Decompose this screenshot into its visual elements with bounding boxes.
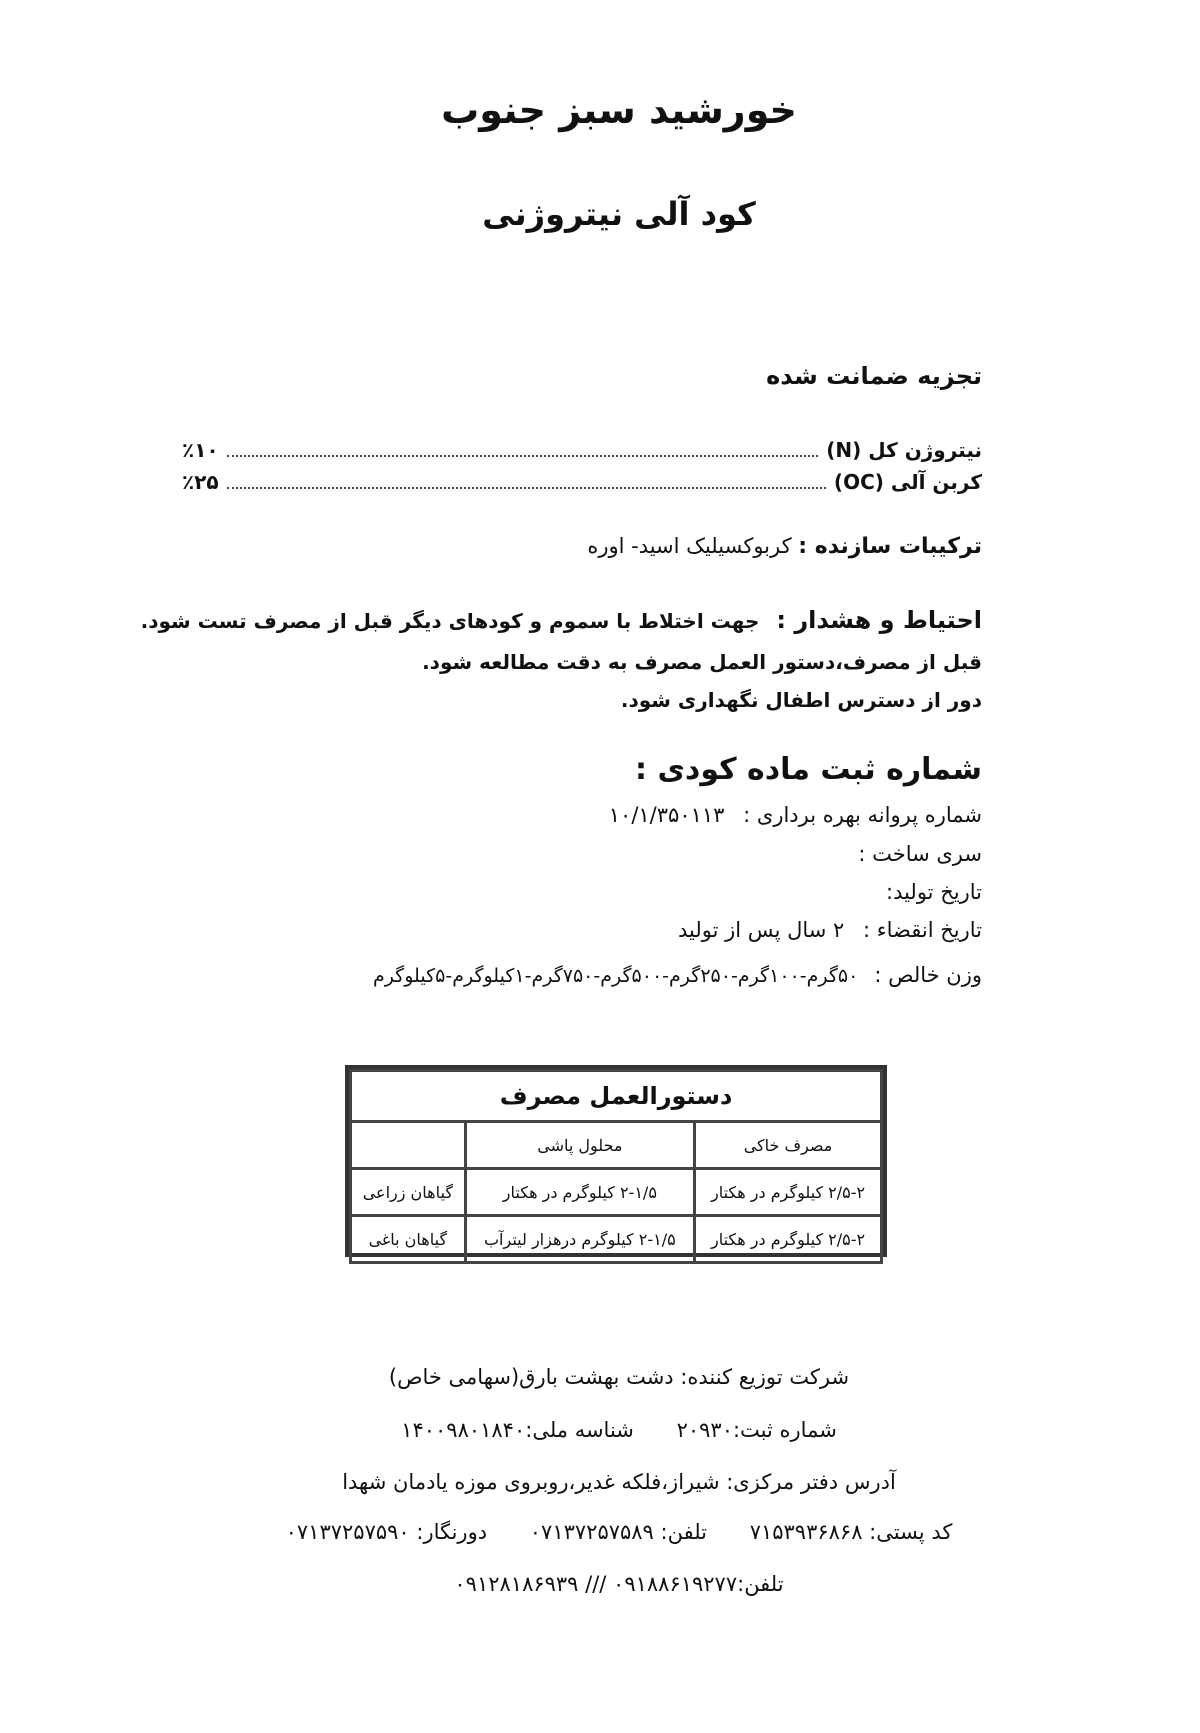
warning-line-1 bbox=[141, 606, 982, 634]
usage-cell: ۲/۵-۲ کیلوگرم در هکتار bbox=[695, 1216, 882, 1263]
distributor-address: آدرس دفتر مرکزی: شیراز،فلکه غدیر،روبروی موزه یادمان شهدا bbox=[342, 1470, 896, 1494]
composition-label: ترکیبات سازنده : bbox=[798, 534, 982, 559]
composition-line bbox=[587, 534, 982, 559]
national-id: شناسه ملی:۱۴۰۰۹۸۰۱۸۴۰ bbox=[401, 1418, 634, 1442]
analysis-value: ٪۲۵ bbox=[182, 470, 219, 494]
analysis-row-organic-carbon bbox=[182, 470, 982, 498]
analysis-label: کربن آلی (OC) bbox=[833, 470, 982, 494]
usage-cell: ۲-۱/۵ کیلوگرم درهزار لیترآب bbox=[465, 1216, 694, 1263]
warning-line-3: دور از دسترس اطفال نگهداری شود. bbox=[620, 688, 982, 712]
usage-table bbox=[345, 1065, 887, 1257]
distributor-contacts bbox=[0, 1520, 1200, 1544]
warning-text: جهت اختلاط با سموم و کودهای دیگر قبل از مصرف تست شود. bbox=[140, 609, 760, 633]
net-weight-line bbox=[373, 963, 982, 987]
usage-table-caption: دستورالعمل مصرف bbox=[351, 1071, 882, 1122]
usage-table-header-row bbox=[351, 1122, 882, 1169]
analysis-heading: تجزیه ضمانت شده bbox=[766, 362, 982, 390]
net-weight-label: وزن خالص : bbox=[874, 963, 982, 987]
table-row bbox=[351, 1216, 882, 1263]
analysis-value: ٪۱۰ bbox=[182, 438, 219, 462]
permit-label: شماره پروانه بهره برداری : bbox=[743, 803, 982, 827]
usage-cell: گیاهان باغی bbox=[351, 1216, 466, 1263]
distributor-company: شرکت توزیع کننده: دشت بهشت بارق(سهامی خاص) bbox=[388, 1365, 850, 1389]
usage-header-foliar: محلول پاشی bbox=[465, 1122, 694, 1169]
net-weight-value: ۵۰گرم-۱۰۰گرم-۲۵۰گرم-۵۰۰گرم-۷۵۰گرم-۱کیلوگرم-۵کیلوگرم bbox=[372, 965, 859, 987]
registration-number: شماره ثبت:۲۰۹۳۰ bbox=[676, 1418, 837, 1442]
usage-cell: ۲/۵-۲ کیلوگرم در هکتار bbox=[695, 1169, 882, 1216]
warning-label: احتیاط و هشدار : bbox=[776, 606, 982, 634]
production-date-label: تاریخ تولید: bbox=[886, 880, 982, 904]
brand-title: خورشید سبز جنوب bbox=[441, 88, 797, 132]
analysis-label: نیتروژن کل (N) bbox=[826, 438, 982, 462]
batch-label: سری ساخت : bbox=[858, 842, 982, 866]
phone: تلفن: ۰۷۱۳۷۲۵۷۵۸۹ bbox=[529, 1520, 707, 1544]
expiry-line bbox=[678, 918, 982, 942]
permit-line bbox=[609, 803, 982, 827]
usage-header-soil: مصرف خاکی bbox=[695, 1122, 882, 1169]
composition-value: کربوکسیلیک اسید- اوره bbox=[587, 534, 792, 558]
distributor-mobiles: تلفن:۰۹۱۸۸۶۱۹۲۷۷ /// ۰۹۱۲۸۱۸۶۹۳۹ bbox=[454, 1572, 784, 1596]
expiry-label: تاریخ انقضاء : bbox=[863, 918, 982, 942]
dotted-leader bbox=[227, 473, 826, 489]
fax: دورنگار: ۰۷۱۳۷۲۵۷۵۹۰ bbox=[285, 1520, 488, 1544]
usage-header-crop bbox=[351, 1122, 466, 1169]
registration-heading: شماره ثبت ماده کودی : bbox=[635, 752, 982, 787]
warning-line-2: قبل از مصرف،دستور العمل مصرف به دقت مطالعه شود. bbox=[422, 650, 982, 674]
table-row bbox=[351, 1169, 882, 1216]
usage-cell: گیاهان زراعی bbox=[351, 1169, 466, 1216]
permit-value: ۱۰/۱/۳۵۰۱۱۳ bbox=[608, 803, 725, 827]
postal-code: کد پستی: ۷۱۵۳۹۳۶۸۶۸ bbox=[749, 1520, 953, 1544]
dotted-leader bbox=[227, 441, 819, 457]
analysis-row-nitrogen bbox=[182, 438, 982, 466]
product-name: کود آلی نیتروژنی bbox=[482, 195, 756, 233]
usage-cell: ۲-۱/۵ کیلوگرم در هکتار bbox=[465, 1169, 694, 1216]
expiry-value: ۲ سال پس از تولید bbox=[678, 918, 845, 942]
distributor-ids bbox=[0, 1418, 1200, 1442]
